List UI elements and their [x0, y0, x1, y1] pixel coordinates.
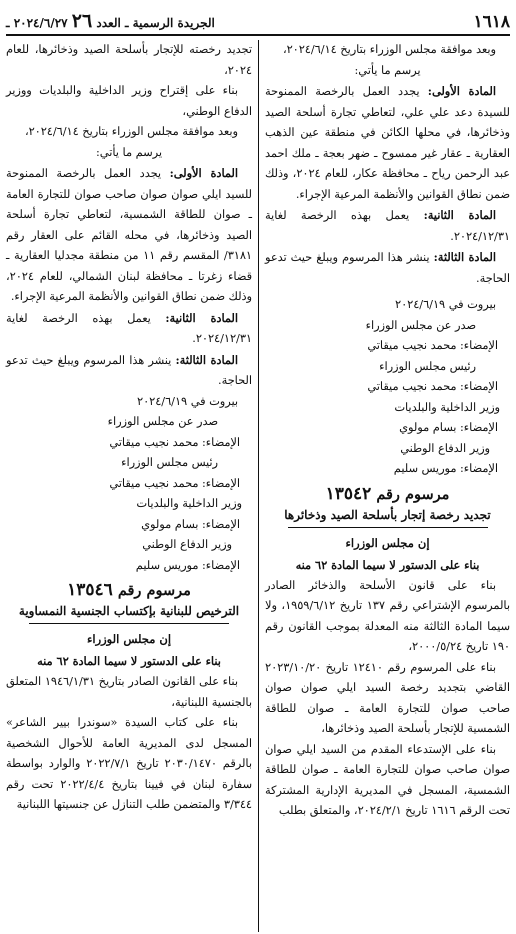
- signature-line: الإمضاء: محمد نجيب ميقاتي: [367, 380, 498, 393]
- decree-title: الترخيص للبنانية بإكتساب الجنسية النمساوية: [18, 604, 240, 618]
- preamble-paragraph: بناء على المرسوم رقم ١٢٤١٠ تاريخ ٢٠٢٣/١٠/٢٠ القاضي بتجديد رخصة السيد ايلي صوان صوان صاحب صوان للتجارة العامة ـ صوان للطاقة الشمسية للإتجار بأسلحة الصيد وذخائرها،: [265, 660, 510, 735]
- article-2-label: المادة الثانية:: [165, 310, 239, 325]
- signature-line: الإمضاء: محمد نجيب ميقاتي: [109, 476, 240, 490]
- issue-prefix: الجريدة الرسمية ـ العدد: [96, 16, 215, 30]
- signature-minister-title: وزير الداخلية والبلديات: [136, 497, 242, 510]
- decree-label: مرسوم رقم: [376, 485, 450, 503]
- signature-pm-title: رئيس مجلس الوزراء: [121, 456, 218, 469]
- page-number: ١٦١٨: [473, 12, 510, 32]
- signature-pm-title: رئيس مجلس الوزراء: [379, 359, 476, 373]
- decree-number: ١٣٥٤٢: [325, 483, 372, 504]
- title-underline: [288, 527, 488, 528]
- preamble-paragraph: بناء على قانون الأسلحة والذخائر الصادر بالمرسوم الإشتراعي رقم ١٣٧ تاريخ ١٩٥٩/٦/١٢، ولا سيما المادة الثالثة منه المعدلة بموجب القانون رقم ١٩٠ تاريخ ٢٠٠٠/٥/٢٤،: [265, 578, 510, 653]
- signature-line: الإمضاء: موريس سليم: [393, 462, 498, 475]
- decree-heading: [265, 484, 510, 505]
- signature-line: الإمضاء: محمد نجيب ميقاتي: [109, 435, 240, 449]
- constitution-basis: بناء على الدستور لا سيما المادة ٦٢ منه: [295, 557, 480, 572]
- preamble-paragraph: بناء على كتاب السيدة «سوندرا بيير الشاعر» المسجل لدى المديرية العامة للأحوال الشخصية بالرقم ٢٠٣٠/١٤٧٠ تاريخ ٢٠٢٢/٧/١ والوارد بواسطة سفارة لبنان في فيينا بتاريخ ٢٠٢٢/٤/٤ تحت رقم ٣/٣٤٤ والمتضمن طلب التنازل عن جنسيتها اللبنانية: [6, 716, 252, 811]
- right-column: [258, 40, 512, 932]
- left-column: [4, 40, 258, 932]
- article-3-text: ينشر هذا المرسوم ويبلغ حيث تدعو الحاجة.: [6, 353, 252, 387]
- signature-issued: صدر عن مجلس الوزراء: [107, 415, 218, 428]
- issue-number: ٢٦: [71, 10, 93, 32]
- columns: [4, 40, 512, 934]
- decree-title: تجديد رخصة إتجار بأسلحة الصيد وذخائرها: [284, 507, 491, 522]
- signature-minister-title: وزير الدفاع الوطني: [142, 538, 232, 551]
- article-2: [265, 205, 510, 247]
- decree-heading: [6, 580, 252, 601]
- decree-phrase: يرسم ما يأتي:: [354, 63, 421, 77]
- article-1: [6, 163, 252, 308]
- decree-number: ١٣٥٤٦: [67, 580, 113, 600]
- article-3-text: ينشر هذا المرسوم ويبلغ حيث تدعو الحاجة.: [265, 251, 510, 285]
- decree-label: مرسوم رقم: [117, 582, 191, 599]
- article-2: [6, 308, 252, 350]
- article-3: [265, 247, 510, 289]
- decree-phrase: يرسم ما يأتي:: [96, 145, 162, 159]
- place-date: بيروت في ٢٠٢٤/٦/١٩: [137, 394, 238, 408]
- approval-text: وبعد موافقة مجلس الوزراء بتاريخ ٢٠٢٤/٦/١٤،: [282, 43, 496, 56]
- article-3-label: المادة الثالثة:: [433, 250, 496, 264]
- page-header: [6, 6, 510, 36]
- preamble-paragraph: بناء على الإستدعاء المقدم من السيد ايلي صوان صوان صاحب صوان للتجارة العامة ـ صوان للطاقة الشمسية، المسجل في المديرية الإدارية المشتركة تحت الرقم ١٦١٦ تاريخ ٢٠٢٤/٢/١، والمتعلق بطلب: [265, 742, 510, 817]
- article-1: [265, 81, 510, 205]
- signature-minister-title: وزير الداخلية والبلديات: [394, 400, 500, 414]
- approval-text: وبعد موافقة مجلس الوزراء بتاريخ ٢٠٢٤/٦/١٤،: [24, 125, 238, 138]
- article-2-label: المادة الثانية:: [423, 208, 496, 222]
- issue-info: [6, 10, 215, 32]
- signature-line: الإمضاء: بسام مولوي: [141, 517, 240, 531]
- article-2-text: يعمل بهذه الرخصة لغاية ٢٠٢٤/١٢/٣١.: [6, 311, 252, 345]
- article-3: [6, 350, 252, 392]
- signature-line: الإمضاء: بسام مولوي: [399, 421, 498, 434]
- article-1-text: يجدد العمل بالرخصة الممنوحة للسيد ايلي صوان صوان صاحب صوان للتجارة العامة ـ صوان للطاقة الشمسية، لتعاطي تجارة أسلحة الصيد وذخائرها، في محله القائم على العقار رقم ٣١٨١/ المقسم رقم ١١ من منطقة مجدليا العقارية ـ قضاء زغرتا ـ محافظة لبنان الشمالي، للعام ٢٠٢٤، وذلك ضمن نطاق القوانين والأنظمة المرعية الإجراء.: [6, 167, 252, 303]
- signature-line: الإمضاء: محمد نجيب ميقاتي: [367, 339, 498, 352]
- signature-issued: صدر عن مجلس الوزراء: [365, 318, 476, 332]
- article-1-label: المادة الأولى:: [427, 84, 496, 98]
- title-underline: [29, 623, 229, 624]
- authority-line: إن مجلس الوزراء: [86, 632, 172, 646]
- place-date: بيروت في ٢٠٢٤/٦/١٩: [395, 298, 496, 311]
- article-2-text: يعمل بهذه الرخصة لغاية ٢٠٢٤/١٢/٣١.: [265, 209, 510, 243]
- preamble-paragraph: بناء على القانون الصادر بتاريخ ١٩٤٦/١/٣١ المتعلق بالجنسية اللبنانية،: [6, 675, 252, 709]
- constitution-basis: بناء على الدستور لا سيما المادة ٦٢ منه: [37, 654, 221, 668]
- authority-line: إن مجلس الوزراء: [345, 535, 430, 550]
- article-3-label: المادة الثالثة:: [175, 352, 238, 367]
- signature-line: الإمضاء: موريس سليم: [135, 558, 240, 572]
- issue-date: ٢٠٢٤/٦/٢٧ ـ: [6, 16, 68, 30]
- signature-minister-title: وزير الدفاع الوطني: [400, 441, 490, 455]
- proposal-text: بناء على إقتراح وزير الداخلية والبلديات ووزير الدفاع الوطني،: [6, 84, 252, 118]
- article-1-text: يجدد العمل بالرخصة الممنوحة للسيدة دعد علي علي، لتعاطي تجارة أسلحة الصيد وذخائرها، في محلها الكائن في منطقة عين الذهب العقارية ـ عقار غير ممسوح ـ ضهر بعجة ـ ملك احمد عبد الرحمن رياح ـ محافظة عكار، للعام ٢٠٢٤، وذلك ضمن نطاق القوانين والأنظمة المرعية الإجراء.: [265, 85, 511, 201]
- continued-text: تجديد رخصته للإتجار بأسلحة الصيد وذخائرها، للعام ٢٠٢٤،: [6, 43, 252, 77]
- article-1-label: المادة الأولى:: [169, 166, 238, 180]
